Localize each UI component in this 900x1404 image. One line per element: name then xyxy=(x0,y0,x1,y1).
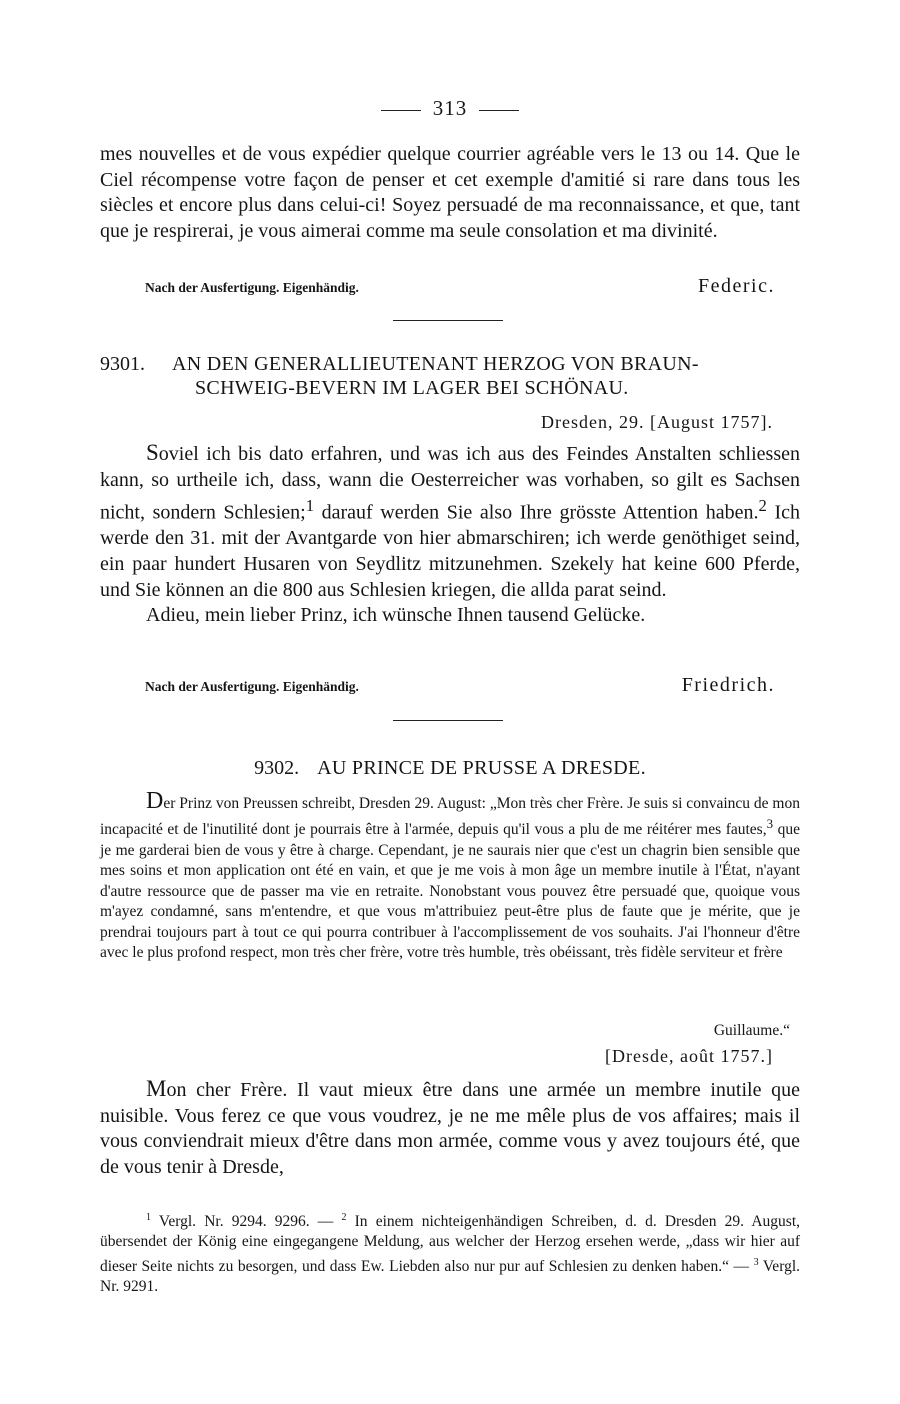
header-dash-left xyxy=(381,110,421,111)
body-text-3: Ich werde den 31. mit der Avantgarde von hier abmarschiren; ich werde genöthiget seind, ein paar hundert Husaren von Seydlitz mitzunehmen. Szekely hat keine 600 Pferde, und Sie können an die 800 aus Schlesien kriegen, die allda parat seind. xyxy=(100,501,800,601)
dateline-place: Dresden, xyxy=(541,412,614,432)
carryover-text: mes nouvelles et de vous expédier quelque courrier agréable vers le 13 ou 14. Que le Ciel récompense votre façon de penser et cet exemple d'amitié si rare dans tous les siècles et encore plus dans celui-ci! Soyez persuadé de ma reconnaissance, et que, tant que je respirerai, je vous aimerai comme ma seule consolation et ma divinité. xyxy=(100,143,800,242)
initial-letter: D xyxy=(146,788,164,814)
signature: Federic. xyxy=(698,275,775,297)
preface-signature: Guillaume.“ xyxy=(713,1022,790,1039)
letter-title: AN DEN GENERALLIEUTENANT HERZOG VON BRAUN- xyxy=(172,353,699,375)
letter-9301-body xyxy=(100,440,800,629)
footnote-ref-3[interactable]: 3 xyxy=(766,816,774,832)
carryover-source-line xyxy=(145,272,775,298)
initial-letter: M xyxy=(146,1076,167,1101)
body-text-2: darauf werden Sie also Ihre grösste Attention haben. xyxy=(314,501,759,524)
source-note: Nach der Ausfertigung. Eigenhändig. xyxy=(145,679,359,694)
header-dash-right xyxy=(479,110,519,111)
signature: Friedrich. xyxy=(681,674,775,696)
letter-9302-dateline: [Dresde, août 1757.] xyxy=(605,1046,773,1066)
preface-text-2: que je me garderai bien de vous y être à charge. Cependant, je ne saurais nier que c'est un chagrin bien sensible que mes soins et mon application ont été en vain, et que je me vois à mon âge un membre inutile à l'État, n'ayant d'autre ressource que de passer ma vie en retraite. Nonobstant vous pouvez être persuadé que, quoique vous m'ayez condamné, sans m'entendre, et que vous m'attribuiez peut-être plus de faute que je mérite, que je prendrai toujours part à tout ce qui pourra contribuer à l'accomplissement de vos souhaits. J'ai l'honneur d'être avec le plus profond respect, mon très cher frère, votre très humble, très obéissant, très fidèle serviteur et frère xyxy=(100,821,800,961)
letter-9302-preface xyxy=(100,788,800,963)
section-divider xyxy=(393,320,503,321)
footnote-ref-1[interactable]: 1 xyxy=(305,496,315,516)
reply-paragraph xyxy=(100,1076,800,1180)
letter-9301-dateline xyxy=(100,412,773,433)
initial-letter: S xyxy=(146,440,159,465)
footnote-mark-1: 1 xyxy=(146,1212,151,1223)
letter-title: AU PRINCE DE PRUSSE A DRESDE. xyxy=(317,757,646,779)
footnote-2-text: In einem nichteigenhändigen Schreiben, d. d. Dresden 29. August, übersendet der König eine eingegangene Meldung, aus welcher der Herzog ersehen werde, „dass wir hier auf dieser Seite nichts zu besorgen, und dass Ew. Liebden also nur pur auf Schlesien zu denken haben.“ — xyxy=(100,1213,801,1275)
letter-body-paragraph xyxy=(100,440,800,603)
letter-title-continued: SCHWEIG-BEVERN IM LAGER BEI SCHÖNAU. xyxy=(195,377,629,399)
footnote-mark-2: 2 xyxy=(341,1212,347,1223)
footnote-block xyxy=(100,1208,800,1298)
letter-closing: Adieu, mein lieber Prinz, ich wünsche Ihnen tausend Gelücke. xyxy=(146,604,646,627)
footnote-1-text: Vergl. Nr. 9294. 9296. — xyxy=(151,1213,342,1231)
letter-number: 9301. xyxy=(100,353,145,375)
source-note: Nach der Ausfertigung. Eigenhändig. xyxy=(145,280,359,295)
carryover-paragraph xyxy=(100,142,800,244)
letter-9302-heading xyxy=(100,756,800,780)
preface-paragraph xyxy=(100,788,800,963)
reply-text: on cher Frère. Il vaut mieux être dans une armée un membre inutile que nuisible. Vous ferez ce que vous voudrez, je ne me mêle plus de vos affaires; mais il vous conviendrait mieux d'être dans mon armée, comme vous y avez toujours été, que de vous tenir à Dresde, xyxy=(100,1079,800,1178)
page-number: 313 xyxy=(432,96,468,120)
footnote-3-text: Vergl. Nr. 9291. xyxy=(100,1257,801,1296)
footnote-ref-2[interactable]: 2 xyxy=(758,496,767,516)
dateline-date: 29. [August 1757]. xyxy=(619,412,773,432)
footnotes xyxy=(100,1208,800,1298)
page-header xyxy=(0,96,900,121)
preface-text-1: er Prinz von Preussen schreibt, Dresden 29. August: „Mon très cher Frère. Je suis si convaincu de mon incapacité et de l'inutilité dont je pourrais être à l'armée, depuis qu'il vous a plu de me réitérer mes fautes, xyxy=(100,795,800,839)
body-text-1: oviel ich bis dato erfahren, und was ich aus des Feindes Anstalten schliessen kann, so urtheile ich, dass, wann die Oesterreicher was vorhaben, so gilt es Sachsen nicht, sondern Schlesien; xyxy=(100,443,800,524)
letter-9301-source-line xyxy=(145,671,775,697)
section-divider xyxy=(393,720,503,721)
letter-number: 9302. xyxy=(254,757,300,779)
letter-9301-heading xyxy=(100,352,800,400)
footnote-mark-3: 3 xyxy=(753,1256,759,1268)
letter-9302-reply xyxy=(100,1076,800,1180)
